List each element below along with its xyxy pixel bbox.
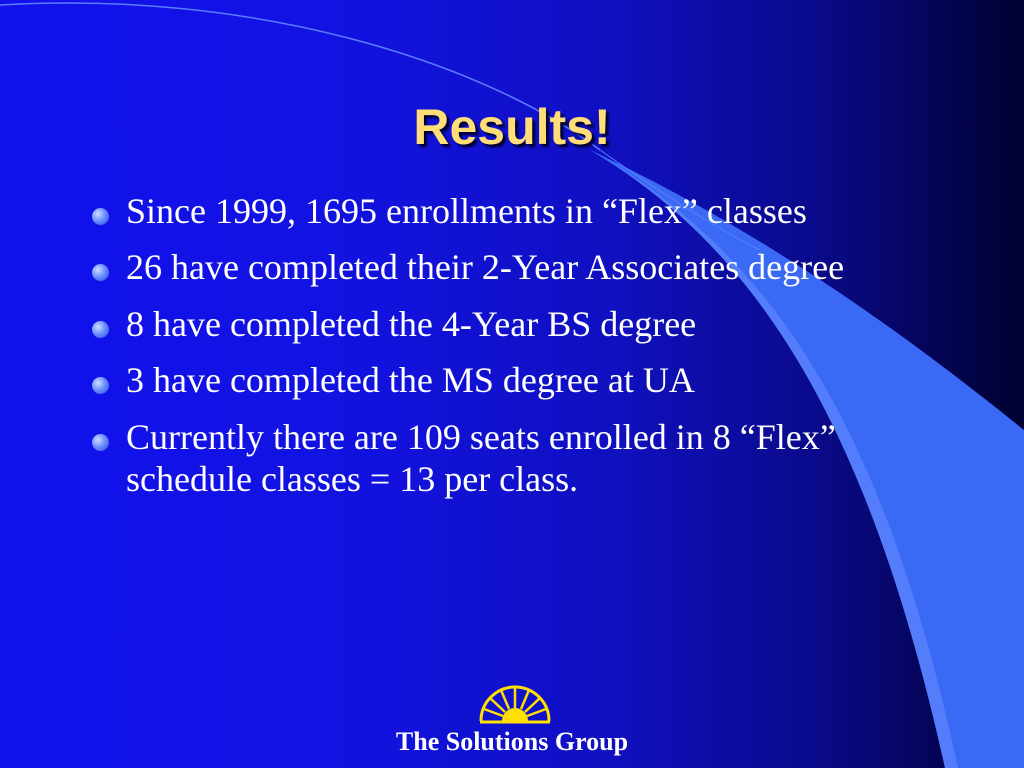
bullet-text: 26 have completed their 2-Year Associates degree [126, 247, 845, 288]
bullet-icon [92, 377, 109, 394]
list-item [92, 190, 922, 232]
bullet-icon [92, 264, 109, 281]
bullet-text: Currently there are 109 seats enrolled in 8 “Flex” schedule classes = 13 per class. [126, 416, 836, 500]
list-item [92, 246, 922, 288]
bullet-list [92, 190, 922, 515]
slide-title: Results! [413, 99, 611, 155]
bullet-text: 3 have completed the MS degree at UA [126, 360, 695, 401]
company-name: The Solutions Group [395, 727, 629, 756]
list-item [92, 359, 922, 401]
list-item [92, 303, 922, 345]
bullet-icon [92, 321, 109, 338]
list-item [92, 416, 922, 501]
bullet-icon [92, 434, 109, 451]
bullet-text: Since 1999, 1695 enrollments in “Flex” classes [126, 191, 807, 231]
sunrise-logo-icon [478, 680, 552, 725]
bullet-icon [92, 208, 109, 225]
bullet-text: 8 have completed the 4-Year BS degree [126, 303, 697, 344]
